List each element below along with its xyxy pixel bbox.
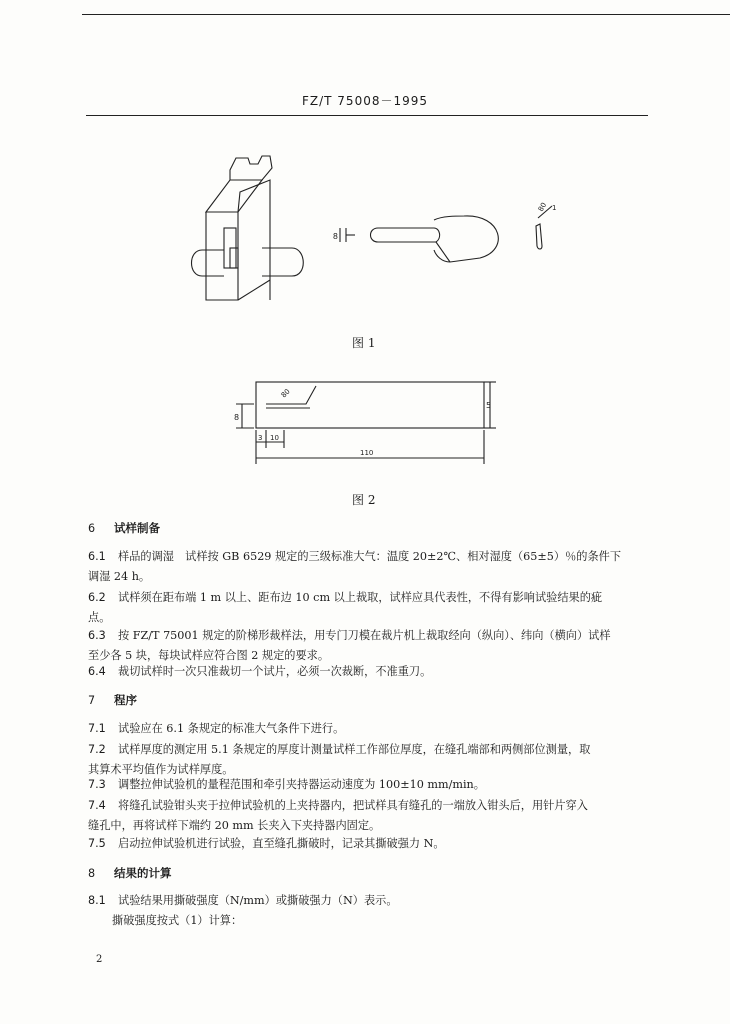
clamp-jaw-top <box>230 156 272 180</box>
section-number: 8 <box>88 867 96 880</box>
needle-tip <box>371 228 440 242</box>
page-number: 2 <box>96 954 103 965</box>
fig2-dim-b: 10 <box>270 434 279 442</box>
fig2-dim-height-right: 5 <box>486 401 492 410</box>
clamp-pin-left <box>192 250 225 276</box>
clause-6-2 <box>88 588 656 628</box>
needle-section <box>536 224 542 249</box>
fig2-dim-angle: 80 <box>279 387 292 400</box>
clause-number: 6.4 <box>88 665 106 678</box>
section-6-heading <box>88 520 160 536</box>
clause-6-4 <box>88 662 656 682</box>
specimen-outline <box>256 382 484 428</box>
standard-number: FZ/T 75008－1995 <box>301 94 429 108</box>
clause-line: 裁切试样时一次只准裁切一个试片，必须一次裁断，不准重刀。 <box>118 665 432 678</box>
figure-1 <box>180 150 580 310</box>
formula-intro: 撕破强度按式（1）计算： <box>112 914 243 927</box>
clause-number: 7.3 <box>88 778 106 791</box>
figure-2 <box>220 372 500 472</box>
clause-number: 6.3 <box>88 629 106 642</box>
section-title: 程序 <box>114 693 137 707</box>
fig2-dim-length: 110 <box>360 449 374 457</box>
clause-number: 7.5 <box>88 837 106 850</box>
fig1-dim-mm: 1 <box>552 204 557 212</box>
clause-6-3 <box>88 626 656 666</box>
section-7-heading <box>88 692 137 708</box>
clause-line: 将缝孔试验钳头夹于拉伸试验机的上夹持器内，把试样具有缝孔的一端放入钳头后，用针片穿入 <box>118 799 588 812</box>
clause-number: 7.4 <box>88 799 106 812</box>
clause-line: 其算术平均值作为试样厚度。 <box>88 763 234 776</box>
clause-6-1 <box>88 547 656 587</box>
clause-7-3 <box>88 775 656 795</box>
clause-7-5 <box>88 834 656 854</box>
fig1-dim-width: 8 <box>332 232 338 241</box>
clause-line: 试验结果用撕破强度（N/mm）或撕破强力（N）表示。 <box>118 894 398 907</box>
clause-8-1 <box>88 891 656 911</box>
clamp-pin-right <box>262 248 303 276</box>
needle-head <box>434 216 498 262</box>
clause-7-1 <box>88 719 656 739</box>
section-8-heading <box>88 865 172 881</box>
clause-line: 点。 <box>88 611 111 624</box>
clause-line: 试验应在 6.1 条规定的标准大气条件下进行。 <box>118 722 345 735</box>
top-rule <box>82 14 730 15</box>
clamp-body <box>206 180 270 300</box>
fig1-dim-angle: 80 <box>536 201 549 213</box>
clause-number: 8.1 <box>88 894 106 907</box>
clause-line: 样品的调湿 试样按 GB 6529 规定的三级标准大气：温度 20±2℃、相对湿度（65±5）％的条件下 <box>118 550 622 563</box>
clause-number: 6.1 <box>88 550 106 563</box>
clause-number: 7.2 <box>88 743 106 756</box>
figure-1-caption: 图 1 <box>352 336 376 350</box>
clause-line: 试样厚度的测定用 5.1 条规定的厚度计测量试样工作部位厚度，在缝孔端部和两侧部位测量，取 <box>118 743 591 756</box>
section-title: 结果的计算 <box>114 866 172 880</box>
section-number: 7 <box>88 694 96 707</box>
fig2-dim-a: 3 <box>258 434 263 442</box>
clause-line: 缝孔中，再将试样下端约 20 mm 长夹入下夹持器内固定。 <box>88 819 381 832</box>
clause-line: 按 FZ/T 75001 规定的阶梯形裁样法，用专门刀模在裁片机上裁取经向（纵向）、纬向（横向）试样 <box>118 629 611 642</box>
header-rule <box>86 115 648 116</box>
fig2-dim-height-left: 8 <box>234 413 240 422</box>
clause-number: 7.1 <box>88 722 106 735</box>
clause-line: 启动拉伸试验机进行试验，直至缝孔撕破时，记录其撕破强力 N。 <box>118 837 445 850</box>
clause-7-4 <box>88 796 656 836</box>
section-number: 6 <box>88 522 96 535</box>
clause-line: 试样须在距布端 1 m 以上、距布边 10 cm 以上裁取，试样应具代表性，不得有影响试验结果的疵 <box>118 591 603 604</box>
clause-line: 调整拉伸试验机的量程范围和牵引夹持器运动速度为 100±10 mm/min。 <box>118 778 485 791</box>
clause-line: 至少各 5 块，每块试样应符合图 2 规定的要求。 <box>88 649 330 662</box>
clause-number: 6.2 <box>88 591 106 604</box>
clause-7-2 <box>88 740 656 780</box>
clause-line: 调湿 24 h。 <box>88 570 151 583</box>
specimen-slit <box>266 386 316 404</box>
section-title: 试样制备 <box>114 521 160 535</box>
figure-2-caption: 图 2 <box>352 493 376 507</box>
